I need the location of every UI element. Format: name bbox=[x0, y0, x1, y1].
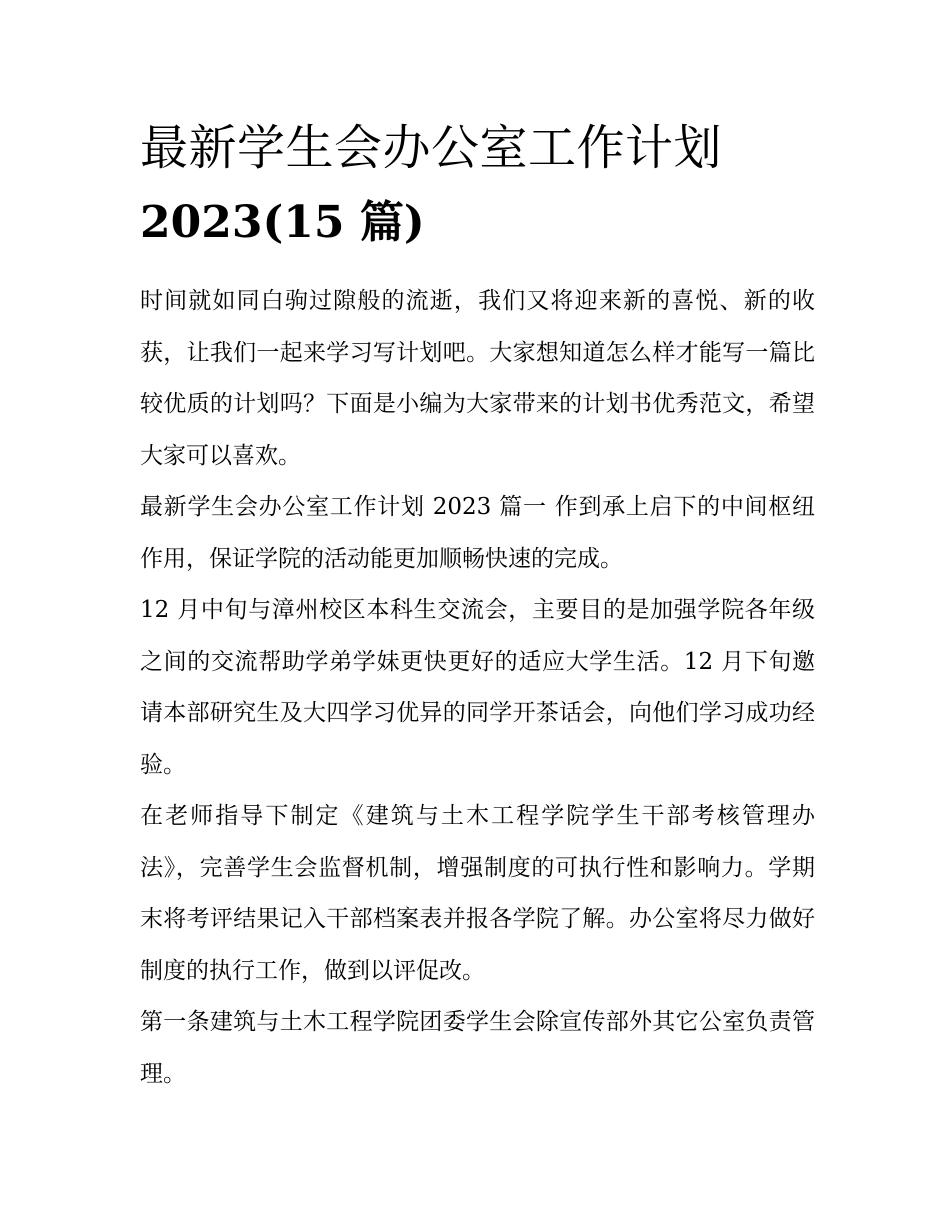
paragraph-december-plan: 12 月中旬与漳州校区本科生交流会，主要目的是加强学院各年级之间的交流帮助学弟学妹更快更好的适应大学生活。12 月下旬邀请本部研究生及大四学习优异的同学开茶话会，向他们学习成功经验。 bbox=[140, 597, 815, 778]
paragraph-section-one: 最新学生会办公室工作计划 2023 篇一 作到承上启下的中间枢纽作用，保证学院的活动能更加顺畅快速的完成。 bbox=[140, 494, 815, 572]
document-title: 最新学生会办公室工作计划 bbox=[140, 120, 723, 176]
document-body bbox=[140, 112, 815, 1100]
document-title-year: 2023(15 篇) bbox=[140, 197, 425, 248]
paragraph-article-one: 第一条建筑与土木工程学院团委学生会除宣传部外其它公室负责管理。 bbox=[140, 1009, 815, 1087]
paragraph-assessment: 在老师指导下制定《建筑与土木工程学院学生干部考核管理办法》，完善学生会监督机制，增强制度的可执行性和影响力。学期末将考评结果记入干部档案表并报各学院了解。办公室将尽力做好制度的执行工作，做到以评促改。 bbox=[140, 803, 815, 984]
paragraph-intro: 时间就如同白驹过隙般的流逝，我们又将迎来新的喜悦、新的收获，让我们一起来学习写计划吧。大家想知道怎么样才能写一篇比较优质的计划吗？下面是小编为大家带来的计划书优秀范文，希望大家可以喜欢。 bbox=[140, 288, 815, 469]
